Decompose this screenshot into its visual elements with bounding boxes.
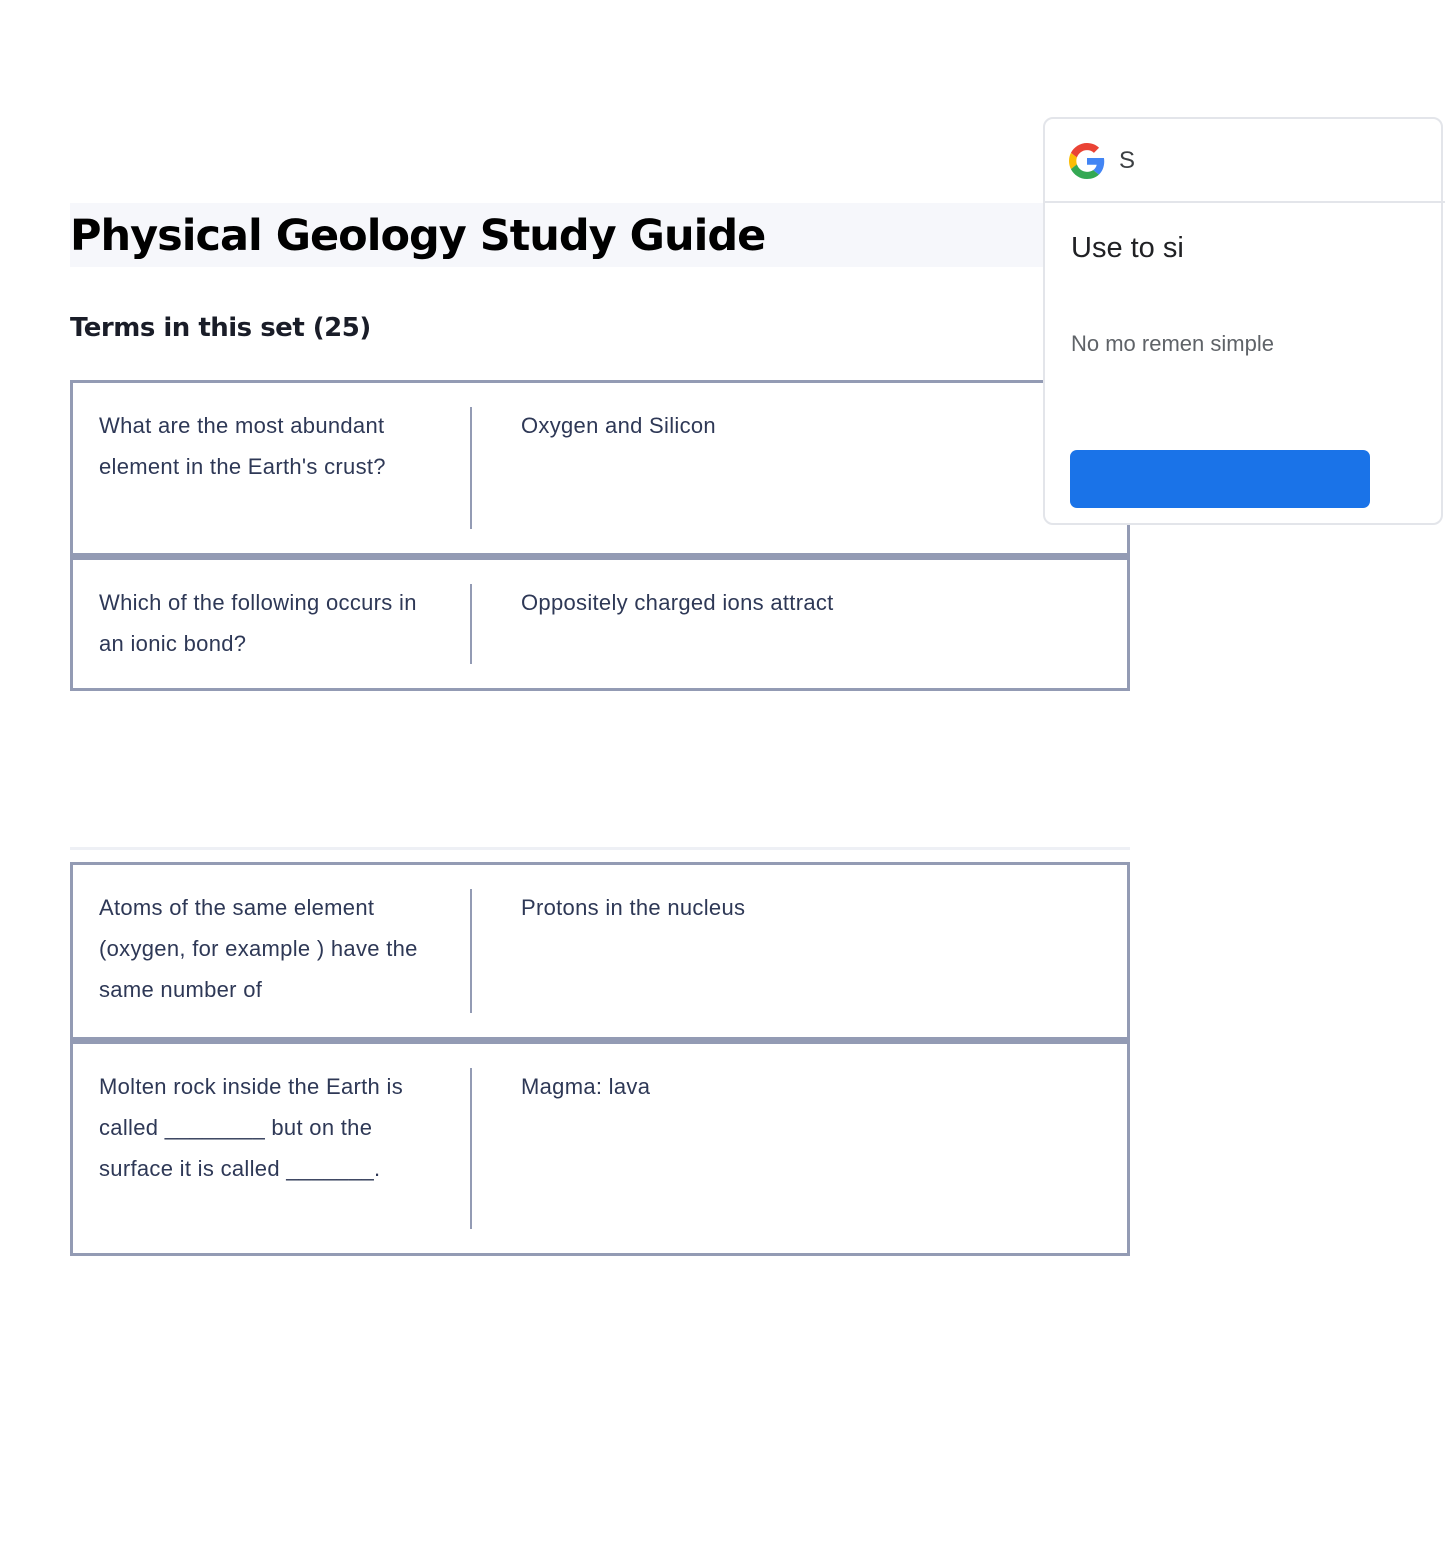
card-divider xyxy=(470,1068,472,1229)
section-separator xyxy=(70,847,1130,850)
term-card[interactable] xyxy=(70,380,1130,556)
card-term: What are the most abundant element in the Earth's crust? xyxy=(99,413,386,479)
card-definition: Oxygen and Silicon xyxy=(521,413,716,438)
google-signin-body: No mo remen simple xyxy=(1071,331,1274,356)
card-definition: Protons in the nucleus xyxy=(521,895,746,920)
card-term: Atoms of the same element (oxygen, for example ) have the same number of xyxy=(99,895,418,1002)
card-divider xyxy=(470,407,472,529)
google-continue-button[interactable] xyxy=(1070,450,1370,508)
term-card[interactable] xyxy=(70,862,1130,1040)
card-divider xyxy=(470,584,472,664)
card-term: Which of the following occurs in an ionic bond? xyxy=(99,590,417,656)
term-card[interactable] xyxy=(70,1040,1130,1256)
card-divider xyxy=(470,889,472,1013)
card-definition: Magma: lava xyxy=(521,1074,651,1099)
term-card-list xyxy=(70,862,1130,1256)
google-signin-popup xyxy=(1043,117,1274,527)
term-card-list xyxy=(70,380,1130,691)
google-signin-header-text: S xyxy=(1119,147,1136,174)
google-signin-card xyxy=(1043,117,1443,525)
terms-heading: Terms in this set (25) xyxy=(70,313,371,343)
page-title: Physical Geology Study Guide xyxy=(70,211,766,261)
card-definition: Oppositely charged ions attract xyxy=(521,590,834,615)
google-g-icon xyxy=(1069,143,1105,179)
google-signin-headline: Use to si xyxy=(1071,232,1184,264)
card-term: Molten rock inside the Earth is called ________ but on the surface it is called _______. xyxy=(99,1074,403,1181)
google-signin-header xyxy=(1045,119,1445,203)
term-card[interactable] xyxy=(70,556,1130,691)
